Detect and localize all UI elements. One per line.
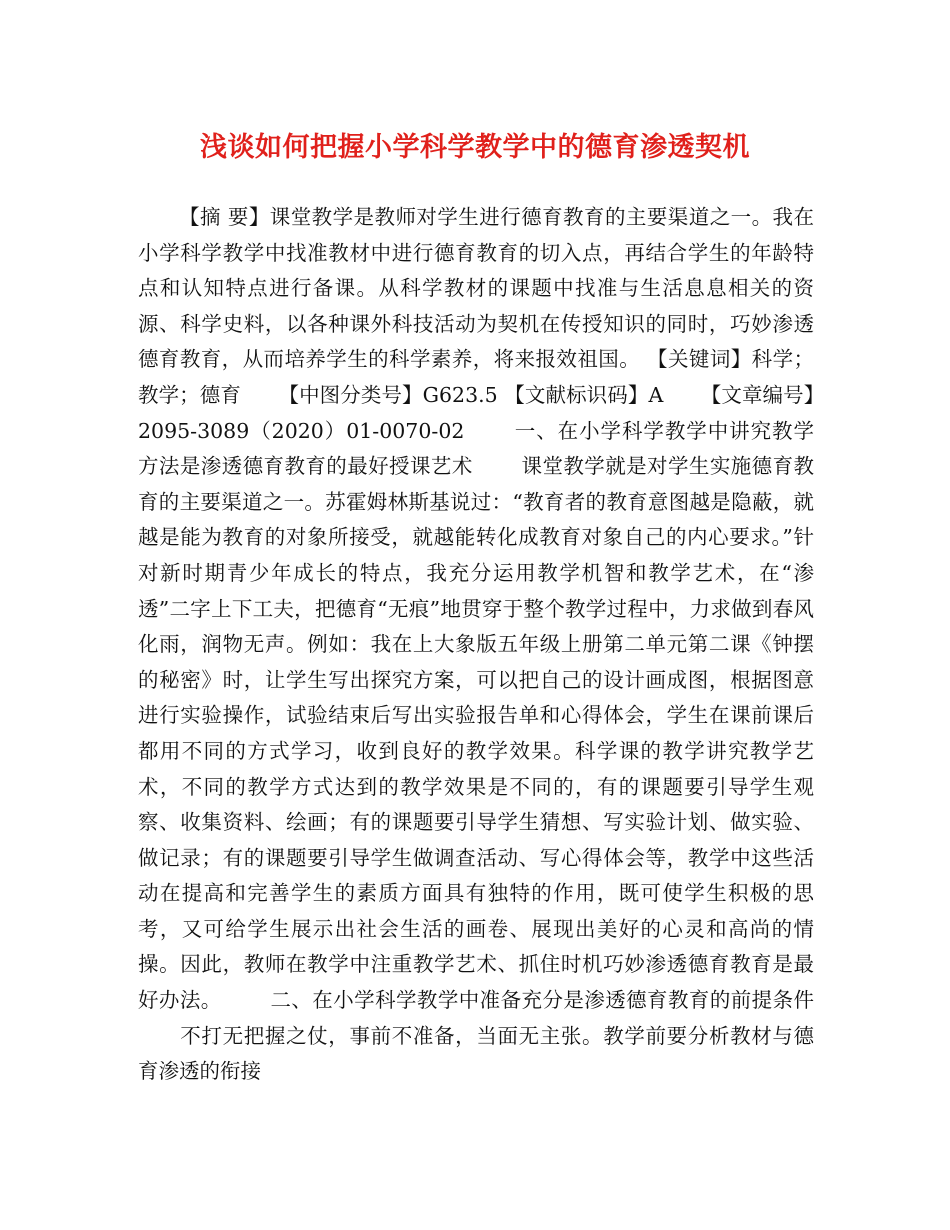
document-title: 浅谈如何把握小学科学教学中的德育渗透契机 xyxy=(200,132,750,163)
document-body: 【摘 要】课堂教学是教师对学生进行德育教育的主要渠道之一。我在小学科学教学中找准教材中进行德育教育的切入点，再结合学生的年龄特点和认知特点进行备课。从科学教材的课题中找准与生活息息相关的资源、科学史料，以各种课外科技活动为契机在传授知识的同时，巧妙渗透德育教育，从而培养学生的科学素养，将来报效祖国。 【关键词】科学；教学；德育 【中图分类号】G623.5 【文献标识码】A 【文章编号】2095-3089（2020）01-0070-02 一、在小学科学教学中讲究教学方法是渗透德育教育的最好授课艺术 课堂教学就是对学生实施德育教育的主要渠道之一。苏霍姆林斯基说过：“教育者的教育意图越是隐蔽，就越是能为教育的对象所接受，就越能转化成教育对象自己的内心要求。”针对新时期青少年成长的特点，我充分运用教学机智和教学艺术，在“渗透”二字上下工夫，把德育“无痕”地贯穿于整个教学过程中，力求做到春风化雨，润物无声。例如：我在上大象版五年级上册第二单元第二课《钟摆的秘密》时，让学生写出探究方案，可以把自己的设计画成图，根据图意进行实验操作，试验结束后写出实验报告单和心得体会，学生在课前课后都用不同的方式学习，收到良好的教学效果。科学课的教学讲究教学艺术，不同的教学方式达到的教学效果是不同的，有的课题要引导学生观察、收集资料、绘画；有的课题要引导学生猜想、写实验计划、做实验、做记录；有的课题要引导学生做调查活动、写心得体会等，教学中这些活动在提高和完善学生的素质方面具有独特的作用，既可使学生积极的思考，又可给学生展示出社会生活的画卷、展现出美好的心灵和高尚的情操。因此，教师在教学中注重教学艺术、抓住时机巧妙渗透德育教育是最好办法。 二、在小学科学教学中准备充分是渗透德育教育的前提条件 不打无把握之仗，事前不准备，当面无主张。教学前要分析教材与德育渗透的衔接 xyxy=(138,205,814,1084)
